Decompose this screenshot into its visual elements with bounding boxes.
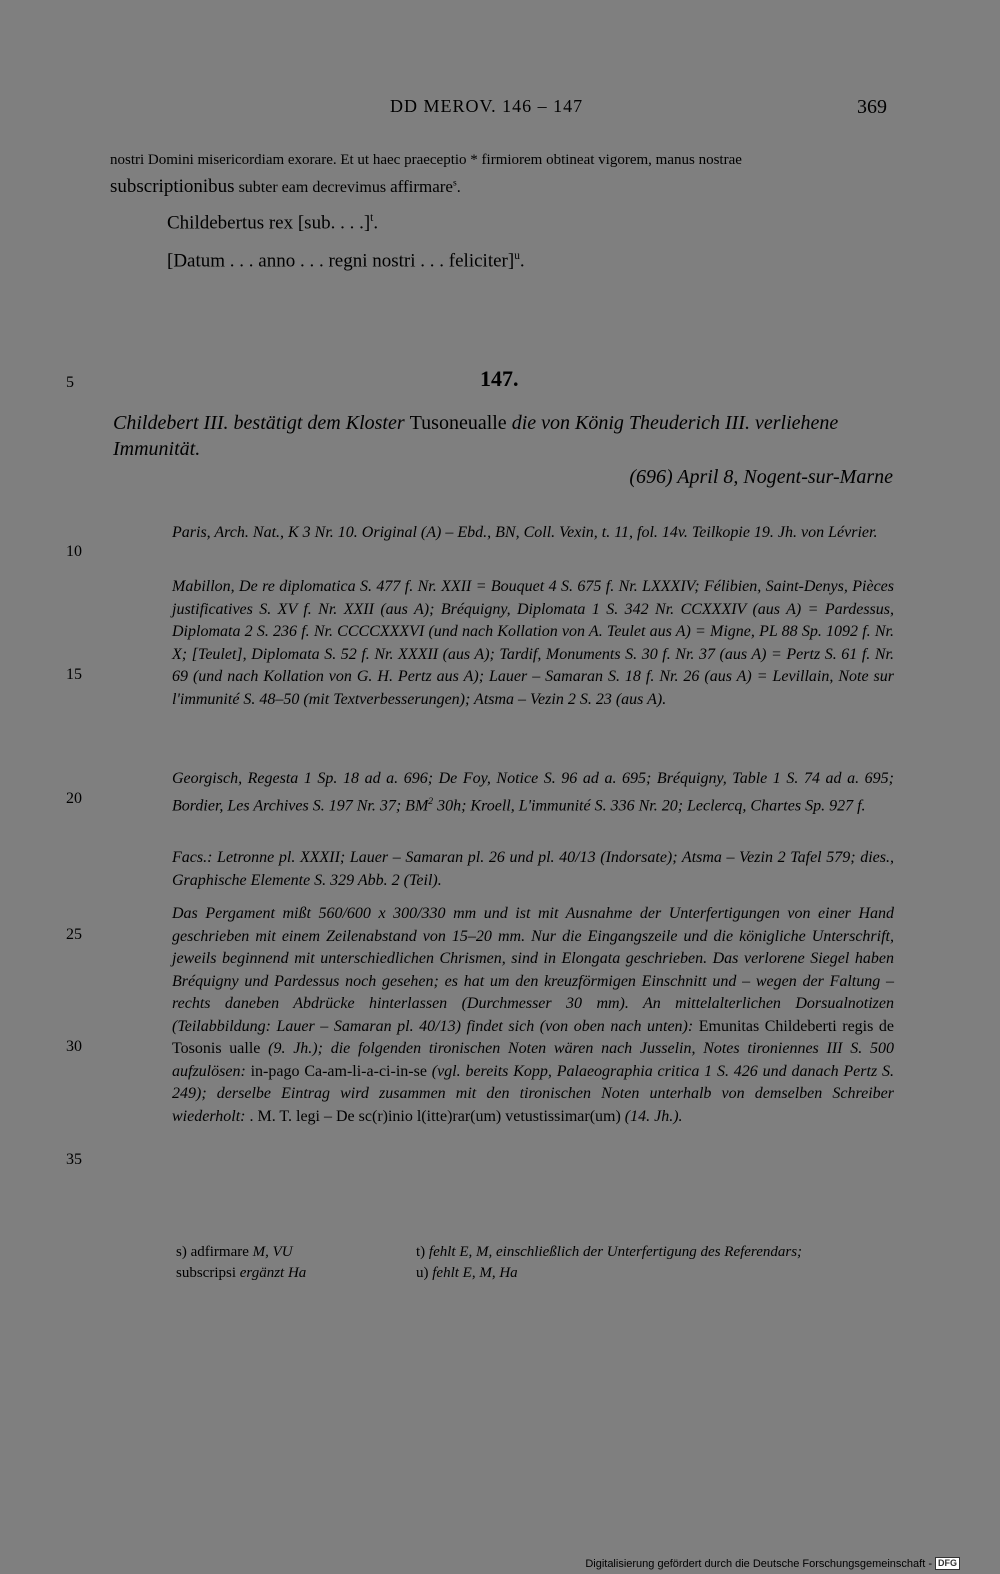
line-number: 20 (66, 790, 82, 807)
text-fragment: Childebertus rex [sub. . . .] (167, 212, 371, 234)
line-number: 10 (66, 543, 82, 560)
line-number: 35 (66, 1151, 82, 1168)
line-number: 30 (66, 1038, 82, 1055)
text-fragment: u) (416, 1265, 433, 1281)
text-fragment: . (456, 179, 461, 196)
footnote-s-continued (176, 1262, 306, 1284)
footnote-marker: u (514, 250, 520, 262)
text-fragment: (vgl. bereits Kopp, Palaeographia critica 1 S. 426 und danach Pertz S. 249); derselbe Eintrag wird zusammen mit den tironischen Noten unterhalb von demselben Schreiber wiederholt: (172, 1062, 894, 1125)
footnote-marker: t (370, 212, 374, 224)
running-head: DD MEROV. 146 – 147 (390, 96, 584, 116)
text-line: nostri Domini misericordiam exorare. Et ut haec praeceptio * firmiorem obtineat vigorem, manus nostrae (110, 152, 742, 168)
line-number: 15 (66, 666, 82, 683)
text-fragment: fehlt E, M, Ha (432, 1265, 518, 1281)
datum-line (167, 250, 525, 272)
editions-paragraph: Mabillon, De re diplomatica S. 477 f. Nr. XXII = Bouquet 4 S. 675 f. Nr. LXXXIV; Félibien, Saint-Denys, Pièces justificatives S. XV f. Nr. XXII (aus A); Bréquigny, Diplomata 1 S. 342 Nr. CCXXXIV (aus A) = Pardessus, Diplomata 2 S. 236 f. Nr. CCCCXXXVI (und nach Kollation von A. Teulet aus A) = Migne, PL 88 Sp. 1092 f. Nr. X; [Teulet], Diplomata S. 52 f. Nr. XXXII (aus A); Tardif, Monuments S. 30 f. Nr. 37 (aus A) = Pertz S. 61 f. Nr. 69 (und nach Kollation von G. H. Pertz aus A); Lauer – Samaran S. 18 f. Nr. 26 (aus A) = Levillain, Note sur l'immunité S. 48–50 (mit Textverbesserungen); Atsma – Vezin 2 S. 23 (aus A). (172, 578, 894, 708)
footnote-t (416, 1241, 802, 1263)
dfg-logo: DFG (935, 1557, 960, 1570)
text-fragment: . (519, 250, 525, 272)
charter-number: 147. (480, 366, 519, 391)
footnote-marker: s (452, 177, 457, 189)
text-fragment: subscripsi (176, 1265, 240, 1281)
text-fragment: subter eam decrevimus (234, 179, 391, 196)
line-number: 25 (66, 926, 82, 943)
text-fragment: Das Pergament mißt 560/600 x 300/330 mm und ist mit Ausnahme der Unterfertigungen von einer Hand geschrieben mit einem Zeilenabstand von 15–20 mm. Nur die Eingangszeile und die königliche Unterschrift, jeweils beginnend mit unterschiedlichen Chrismen, sind in Elongata geschrieben. Das verlorene Siegel haben Bréquigny und Pardessus noch gesehen; es hat um den kreuzförmigen Einschnitt und – wegen der Faltung – rechts daneben Abdrücke hinterlassen (Durchmesser 30 mm). An mittelalterlichen Dorsualnotizen (Teilabbildung: Lauer – Samaran pl. 40/13) findet sich (von oben nach unten): (172, 905, 894, 1035)
text-fragment: subscriptionibus (110, 176, 235, 197)
superscript: 2 (428, 795, 434, 807)
regest (113, 410, 893, 462)
dorsal-note: in-pago Ca-am-li-a-ci-in-se (250, 1062, 427, 1080)
facsimiles-paragraph: Facs.: Letronne pl. XXXII; Lauer – Samaran pl. 26 und pl. 40/13 (Indorsate); Atsma – Vezin 2 Tafel 579; dies., Graphische Elemente S. 329 Abb. 2 (Teil). (172, 849, 894, 889)
text-line (110, 176, 461, 198)
text-fragment: Georgisch, Regesta 1 Sp. 18 ad a. 696; De Foy, Notice S. 96 ad a. 695; Bréquigny, Table 1 S. 74 ad a. 695; Bordier, Les Archives S. 197 Nr. 37; BM (172, 770, 894, 814)
text-fragment: 30h; Kroell, L'immunité S. 336 Nr. 20; Leclercq, Chartes Sp. 927 f. (433, 796, 866, 814)
text-fragment: . (373, 212, 379, 234)
digitization-credit (585, 1557, 960, 1570)
subscription-line (167, 212, 378, 234)
text-fragment: die von König Theuderich III. verliehene Immunität. (113, 412, 839, 460)
dorsal-note: Emunitas Childeberti regis de Tosonis ualle (172, 1017, 895, 1057)
text-fragment: (14. Jh.). (620, 1107, 683, 1125)
page-number: 369 (857, 96, 887, 118)
charter-date: (696) April 8, Nogent-sur-Marne (629, 466, 893, 488)
place-name: Tusoneualle (409, 412, 507, 434)
dorsal-note: . M. T. legi – De sc(r)inio l(itte)rar(um) vetustissimar(um) (249, 1107, 621, 1125)
text-fragment: [Datum . . . anno . . . regni nostri . . . feliciter] (167, 250, 515, 272)
text-fragment: t) (416, 1244, 429, 1260)
footnote-u (416, 1262, 518, 1284)
text-fragment: ergänzt Ha (239, 1265, 307, 1281)
transmission-paragraph: Paris, Arch. Nat., K 3 Nr. 10. Original (A) – Ebd., BN, Coll. Vexin, t. 11, fol. 14v. Teilkopie 19. Jh. von Lévrier. (172, 524, 878, 541)
text-fragment: fehlt E, M, einschließlich der Unterfertigung des Referendars; (428, 1244, 803, 1260)
text-fragment: M, VU (252, 1244, 293, 1260)
text-fragment: Childebert III. bestätigt dem Kloster (113, 412, 410, 434)
credit-text: Digitalisierung gefördert durch die Deutsche Forschungsgemeinschaft - (585, 1557, 932, 1570)
footnote-s (176, 1241, 293, 1263)
text-fragment: (9. Jh.); die folgenden tironischen Noten wären nach Jusselin, Notes tironiennes III S. 500 aufzulösen: (172, 1040, 894, 1080)
line-number: 5 (66, 374, 74, 391)
text-fragment: s) adfirmare (176, 1244, 253, 1260)
text-fragment: affirmare (390, 177, 453, 196)
description-paragraph (172, 903, 894, 1128)
regesta-paragraph (172, 768, 894, 817)
